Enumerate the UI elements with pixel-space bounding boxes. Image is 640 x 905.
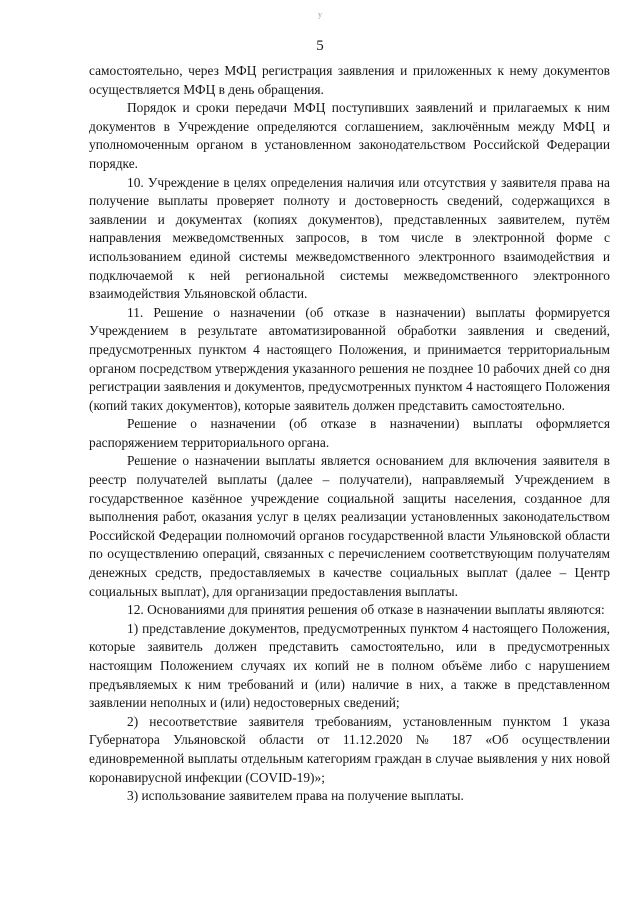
page-number: 5 xyxy=(316,38,324,54)
paragraph-item-10: 10. Учреждение в целях определения наличия или отсутствия у заявителя права на получение выплаты проверяет полноту и достоверность сведений, содержащихся в заявлении и документах (копиях документов), представленных заявителем, путём направления межведомственных запросов, в том числе в электронной форме с использованием единой системы межведомственного электронного взаимодействия и подключаемой к ней региональной системы межведомственного электронного взаимодействия Ульяновской области. xyxy=(89,174,610,302)
paragraph-recipient-register: Решение о назначении выплаты является основанием для включения заявителя в реестр получателей выплаты (далее – получатели), направляемый Учреждением в государственное казённое учреждение социальной защиты населения, созданное для выполнения работ, оказания услуг в целях реализации установленных законодательством Российской Федерации полномочий органов государственной власти Ульяновской области по осуществлению операций, связанных с перечислением соответствующим получателям денежных средств, предоставляемых в качестве социальных выплат (далее – Центр социальных выплат), для организации предоставления выплаты. xyxy=(89,453,610,599)
paragraph-mfc-transfer: Порядок и сроки передачи МФЦ поступивших заявлений и прилагаемых к ним документов в Учреждение определяются соглашением, заключённым между МФЦ и уполномоченным органом в установленном законодательством Российской Федерации порядке. xyxy=(89,100,610,171)
paragraph-item-12: 12. Основаниями для принятия решения об отказе в назначении выплаты являются: xyxy=(127,602,605,618)
document-body xyxy=(89,62,610,806)
list-item-3: 3) использование заявителем права на получение выплаты. xyxy=(127,788,464,804)
list-item-1: 1) представление документов, предусмотренных пунктом 4 настоящего Положения, которые заявитель должен представить самостоятельно, или в предусмотренных настоящим Положением случаях их копий не в полном объёме либо с нарушением предъявляемых к ним требований и (или) наличие в них, а также в представленном заявлении неполных и (или) недостоверных сведений; xyxy=(89,620,610,711)
paragraph-item-11: 11. Решение о назначении (об отказе в назначении) выплаты формируется Учреждением в результате автоматизированной обработки заявления и сведений, предусмотренных пунктом 4 настоящего Положения, и принимается территориальным органом посредством утверждения указанного решения не позднее 10 рабочих дней со дня регистрации заявления и документов, предусмотренных пунктом 4 настоящего Положения (копий таких документов), которые заявитель должен представить самостоятельно. xyxy=(89,304,610,413)
paragraph-continuation: самостоятельно, через МФЦ регистрация заявления и приложенных к нему документов осуществляется МФЦ в день обращения. xyxy=(89,63,610,97)
scan-mark: у xyxy=(318,10,322,19)
list-item-2: 2) несоответствие заявителя требованиям, установленным пунктом 1 указа Губернатора Ульяновской области от 11.12.2020 № 187 «Об осуществлении единовременной выплаты отдельным категориям граждан в случае выявления у них новой коронавирусной инфекции (COVID-19)»; xyxy=(89,713,610,785)
paragraph-decision-order: Решение о назначении (об отказе в назначении) выплаты оформляется распоряжением территориального органа. xyxy=(89,416,610,450)
